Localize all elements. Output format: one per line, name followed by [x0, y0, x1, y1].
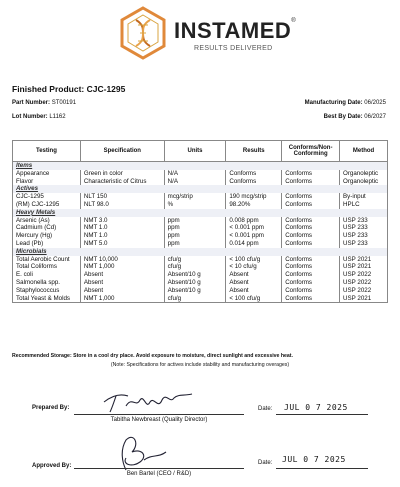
cell-testing: Total Coliforms: [13, 263, 81, 271]
cell-method: HPLC: [340, 201, 388, 209]
manufacturing-date: Manufacturing Date: 06/2025: [304, 100, 386, 106]
table-row: [13, 279, 388, 287]
cell-conformance: Conforms: [282, 193, 340, 201]
cell-specification: Absent: [80, 271, 164, 279]
cell-specification: Absent: [80, 279, 164, 287]
prepared-by-name: Tabitha Newbreast (Quality Director): [110, 417, 208, 423]
prepared-date-stamp: JUL 0 7 2025: [284, 403, 348, 412]
cell-units: ppm: [164, 217, 226, 225]
cell-method: USP 2021: [340, 263, 388, 271]
cell-method: Organoleptic: [340, 170, 388, 178]
prepared-date-label: Date:: [258, 406, 273, 412]
cell-specification: NMT 5.0: [80, 240, 164, 248]
best-by-date: Best By Date: 06/2027: [323, 114, 386, 120]
approved-date-stamp: JUL 0 7 2025: [282, 455, 346, 464]
table-row: [13, 217, 388, 225]
cell-conformance: Conforms: [282, 217, 340, 225]
table-row: [13, 201, 388, 209]
cell-conformance: Conforms: [282, 279, 340, 287]
prepared-by-label: Prepared By:: [32, 405, 70, 411]
cell-units: cfu/g: [164, 256, 226, 264]
cell-conformance: Conforms: [282, 178, 340, 186]
cell-specification: NMT 1,000: [80, 263, 164, 271]
cell-method: USP 233: [340, 224, 388, 232]
prepared-signature-icon: [100, 388, 200, 416]
cell-testing: Mercury (Hg): [13, 232, 81, 240]
cell-conformance: Conforms: [282, 263, 340, 271]
brand-name: INSTAMED®: [174, 18, 297, 43]
cell-conformance: Conforms: [282, 256, 340, 264]
cell-conformance: Conforms: [282, 224, 340, 232]
cell-results: < 0.001 ppm: [226, 232, 282, 240]
cell-units: cfu/g: [164, 263, 226, 271]
cell-testing: E. coli: [13, 271, 81, 279]
cell-specification: Characteristic of Citrus: [80, 178, 164, 186]
cell-method: USP 2022: [340, 271, 388, 279]
column-header-method: Method: [340, 141, 388, 162]
column-header-specification: Specification: [80, 141, 164, 162]
cell-testing: Total Aerobic Count: [13, 256, 81, 264]
cell-results: < 100 cfu/g: [226, 295, 282, 303]
cell-method: USP 2021: [340, 256, 388, 264]
table-section-row: [13, 248, 388, 256]
cell-conformance: Conforms: [282, 287, 340, 295]
column-header-conformance: Conforms/Non-Conforming: [282, 141, 340, 162]
table-section-row: [13, 185, 388, 193]
cell-method: By-input: [340, 193, 388, 201]
cell-specification: NLT 98.0: [80, 201, 164, 209]
cell-conformance: Conforms: [282, 295, 340, 303]
cell-specification: NMT 1.0: [80, 224, 164, 232]
table-row: [13, 170, 388, 178]
cell-specification: Absent: [80, 287, 164, 295]
cell-units: Absent/10 g: [164, 279, 226, 287]
cell-conformance: Conforms: [282, 201, 340, 209]
cell-specification: NLT 150: [80, 193, 164, 201]
cell-units: ppm: [164, 232, 226, 240]
cell-units: mcg/strip: [164, 193, 226, 201]
table-row: [13, 263, 388, 271]
cell-method: USP 233: [340, 240, 388, 248]
cell-method: USP 233: [340, 217, 388, 225]
cell-conformance: Conforms: [282, 240, 340, 248]
table-header-row: [13, 141, 388, 162]
cell-method: USP 2022: [340, 279, 388, 287]
table-row: [13, 271, 388, 279]
table-row: [13, 240, 388, 248]
section-label: Items: [13, 162, 388, 170]
cell-units: Absent/10 g: [164, 271, 226, 279]
cell-units: ppm: [164, 224, 226, 232]
table-section-row: [13, 209, 388, 217]
part-number: Part Number: ST00191: [12, 100, 77, 106]
table-row: [13, 193, 388, 201]
column-header-units: Units: [164, 141, 226, 162]
section-label: Actives: [13, 185, 388, 193]
cell-results: Absent: [226, 279, 282, 287]
cell-results: < 0.001 ppm: [226, 224, 282, 232]
cell-units: N/A: [164, 178, 226, 186]
approved-date-line: [276, 468, 368, 469]
cell-specification: Green in color: [80, 170, 164, 178]
cell-results: Absent: [226, 287, 282, 295]
test-results-table: [12, 140, 388, 303]
cell-units: N/A: [164, 170, 226, 178]
table-row: [13, 287, 388, 295]
cell-results: Absent: [226, 271, 282, 279]
cell-results: 190 mcg/strip: [226, 193, 282, 201]
cell-results: < 10 cfu/g: [226, 263, 282, 271]
section-label: Heavy Metals: [13, 209, 388, 217]
cell-conformance: Conforms: [282, 232, 340, 240]
approved-date-label: Date:: [258, 460, 273, 466]
cell-testing: Salmonella spp.: [13, 279, 81, 287]
table-row: [13, 224, 388, 232]
cell-specification: NMT 3.0: [80, 217, 164, 225]
cell-results: 0.008 ppm: [226, 217, 282, 225]
product-title: Finished Product: CJC-1295: [12, 84, 126, 94]
table-body: [13, 162, 388, 303]
cell-results: 0.014 ppm: [226, 240, 282, 248]
dna-hexagon-logo-icon: [118, 6, 168, 60]
approved-signature-line: [74, 468, 244, 469]
cell-method: USP 2021: [340, 295, 388, 303]
approved-by-label: Approved By:: [32, 463, 72, 469]
cell-specification: NMT 10,000: [80, 256, 164, 264]
cell-results: Conforms: [226, 170, 282, 178]
cell-testing: CJC-1295: [13, 193, 81, 201]
cell-testing: (RM) CJC-1295: [13, 201, 81, 209]
prepared-date-line: [276, 414, 368, 415]
cell-testing: Total Yeast & Molds: [13, 295, 81, 303]
cell-units: cfu/g: [164, 295, 226, 303]
cell-testing: Lead (Pb): [13, 240, 81, 248]
approved-by-name: Ben Bartel (CEO / R&D): [126, 471, 192, 477]
cell-testing: Staphylococcus: [13, 287, 81, 295]
cell-method: USP 2022: [340, 287, 388, 295]
table-section-row: [13, 162, 388, 170]
cell-testing: Flavor: [13, 178, 81, 186]
cell-method: Organoleptic: [340, 178, 388, 186]
cell-results: Conforms: [226, 178, 282, 186]
cell-testing: Cadmium (Cd): [13, 224, 81, 232]
column-header-results: Results: [226, 141, 282, 162]
cell-units: Absent/10 g: [164, 287, 226, 295]
lot-number: Lot Number: L1162: [12, 114, 66, 120]
specification-note: (Note: Specifications for actives include stability and manufacturing overages): [110, 362, 290, 368]
instamed-logo: [118, 4, 308, 64]
cell-specification: NMT 1.0: [80, 232, 164, 240]
cell-results: 98.20%: [226, 201, 282, 209]
cell-results: < 100 cfu/g: [226, 256, 282, 264]
storage-note: Recommended Storage: Store in a cool dry place. Avoid exposure to moisture, direct sunlight and excessive heat.: [12, 353, 293, 359]
section-label: Microbials: [13, 248, 388, 256]
cell-testing: Appearance: [13, 170, 81, 178]
cell-units: ppm: [164, 240, 226, 248]
prepared-signature-line: [74, 414, 244, 415]
table-row: [13, 232, 388, 240]
table-row: [13, 178, 388, 186]
column-header-testing: Testing: [13, 141, 81, 162]
cell-conformance: Conforms: [282, 170, 340, 178]
table-row: [13, 256, 388, 264]
brand-tagline: RESULTS DELIVERED: [194, 45, 273, 52]
table-row: [13, 295, 388, 303]
cell-method: USP 233: [340, 232, 388, 240]
cell-testing: Arsenic (As): [13, 217, 81, 225]
cell-conformance: Conforms: [282, 271, 340, 279]
cell-units: %: [164, 201, 226, 209]
cell-specification: NMT 1,000: [80, 295, 164, 303]
